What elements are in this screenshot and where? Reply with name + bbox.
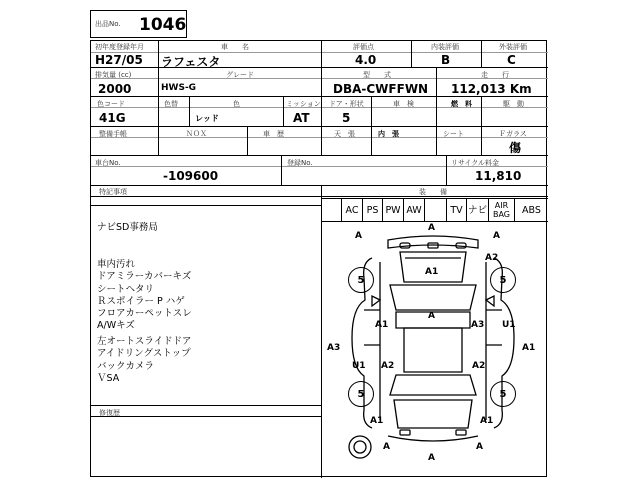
damage-mark: A [383, 442, 390, 452]
tire-front-right: 5 [490, 267, 516, 293]
damage-mark: A1 [425, 267, 439, 277]
equipment-abs: ABS [514, 199, 548, 221]
grade-label: グレード [226, 71, 254, 79]
equipment-blank [424, 199, 446, 221]
tire-rear-right: 5 [490, 381, 516, 407]
interior-trim-label: 内 張 [378, 130, 399, 138]
evaluation-score: 4.0 [355, 53, 377, 67]
car-name-label: 車 名 [221, 43, 249, 51]
remark-line: ＶSA [97, 372, 120, 384]
color-code-label: 色コード [97, 100, 125, 108]
damage-mark: A3 [471, 320, 485, 330]
drive-label: 駆 動 [503, 100, 524, 108]
inspection-label: 車 検 [393, 100, 414, 108]
remark-line: A/Wキズ [97, 320, 135, 332]
door-count: 5 [342, 111, 351, 125]
damage-mark: A1 [370, 416, 384, 426]
repair-history-label: 修復歴 [99, 409, 120, 417]
damage-mark: U1 [352, 361, 366, 371]
equipment-airbag: AIR BAG [488, 199, 514, 221]
remark-line: 車内汚れ [97, 259, 136, 270]
remark-line: アイドリングストップ [97, 348, 191, 360]
remarks-label: 特記事項 [99, 188, 127, 196]
lot-number-value: 1046 [139, 15, 187, 35]
damage-mark: A [355, 231, 362, 241]
displacement: 2000 [98, 82, 132, 96]
remark-line: フロアカーペットスレ [97, 308, 192, 320]
damage-mark: A2 [381, 361, 395, 371]
damage-mark: A2 [485, 253, 499, 263]
car-diagram [320, 222, 547, 477]
fuel-label: 燃 料 [451, 100, 472, 108]
lot-number-label: 出品No. [95, 20, 121, 28]
equipment-pw: PW [382, 199, 403, 221]
tire-rear-left: 5 [348, 381, 374, 407]
exterior-score-label: 外装評価 [499, 43, 527, 51]
damage-mark: A [493, 231, 500, 241]
nox-label: ＮＯＸ [186, 130, 207, 138]
equipment-tv: TV [446, 199, 466, 221]
model-code-label: 型 式 [363, 71, 391, 79]
mileage-label: 走 行 [481, 71, 509, 79]
headliner-label: 天 張 [334, 130, 355, 138]
recycle-fee: 11,810 [475, 169, 522, 183]
score-label: 評価点 [353, 43, 374, 51]
color-change-label: 色替 [164, 100, 178, 108]
interior-score: B [441, 53, 451, 67]
damage-mark: A [476, 442, 483, 452]
seat-label: シート [443, 130, 464, 138]
remark-line: ドアミラーカバーキズ [97, 271, 192, 283]
damage-mark: A2 [472, 361, 486, 371]
recycle-fee-label: リサイクル料金 [451, 159, 500, 167]
remarks-block-2 [97, 259, 192, 333]
chassis-number: -109600 [163, 169, 219, 183]
equipment-ac: AC [341, 199, 362, 221]
equipment-aw: AW [403, 199, 424, 221]
lot-number-box [90, 10, 187, 38]
damage-mark: A [428, 453, 435, 463]
remarks-block-3 [97, 336, 191, 385]
remark-line: Ｒスポイラー P ハゲ [97, 295, 185, 307]
remark-line: シートヘタリ [97, 283, 155, 295]
equipment-ps: PS [362, 199, 382, 221]
damage-mark: A3 [327, 343, 341, 353]
remarks-line-1: ナビSD事務局 [97, 222, 158, 233]
damage-mark: A1 [522, 343, 536, 353]
chassis-number-label: 車台No. [95, 159, 121, 167]
equipment-navi: ナビ [466, 199, 488, 221]
door-shape-label: ドア・形状 [329, 100, 364, 108]
interior-score-label: 内装評価 [431, 43, 459, 51]
equipment-label: 装 備 [419, 188, 447, 196]
tire-front-left: 5 [348, 267, 374, 293]
equipment-row [321, 198, 548, 222]
transmission: AT [293, 111, 310, 125]
car-name: ラフェスタ [161, 55, 221, 69]
damage-mark: A1 [480, 416, 494, 426]
front-glass-condition: 傷 [509, 141, 522, 155]
damage-mark: A [428, 311, 435, 321]
registration-number-label: 登録No. [287, 159, 313, 167]
front-glass-label: Ｆガラス [499, 130, 527, 138]
model-code: DBA-CWFFWN [333, 82, 429, 96]
mileage: 112,013 Km [451, 82, 532, 96]
damage-mark: A1 [375, 320, 389, 330]
grade: HWS-G [161, 83, 197, 93]
remark-line: 左オートスライドドア [97, 336, 192, 347]
transmission-label: ミッション [286, 100, 321, 108]
vehicle-history-label: 車 歴 [263, 130, 284, 138]
exterior-score: C [507, 53, 516, 67]
color: レッド [195, 114, 219, 123]
first-registration-year: H27/05 [95, 53, 143, 67]
damage-mark: A [428, 223, 435, 233]
remark-line: バックカメラ [97, 360, 155, 372]
color-code: 41G [99, 111, 126, 125]
displacement-label: 排気量 (cc) [95, 71, 132, 79]
year-label: 初年度登録年月 [95, 43, 144, 51]
maintenance-record-label: 整備手帳 [99, 130, 127, 138]
damage-mark: U1 [502, 320, 516, 330]
color-label: 色 [233, 100, 240, 108]
